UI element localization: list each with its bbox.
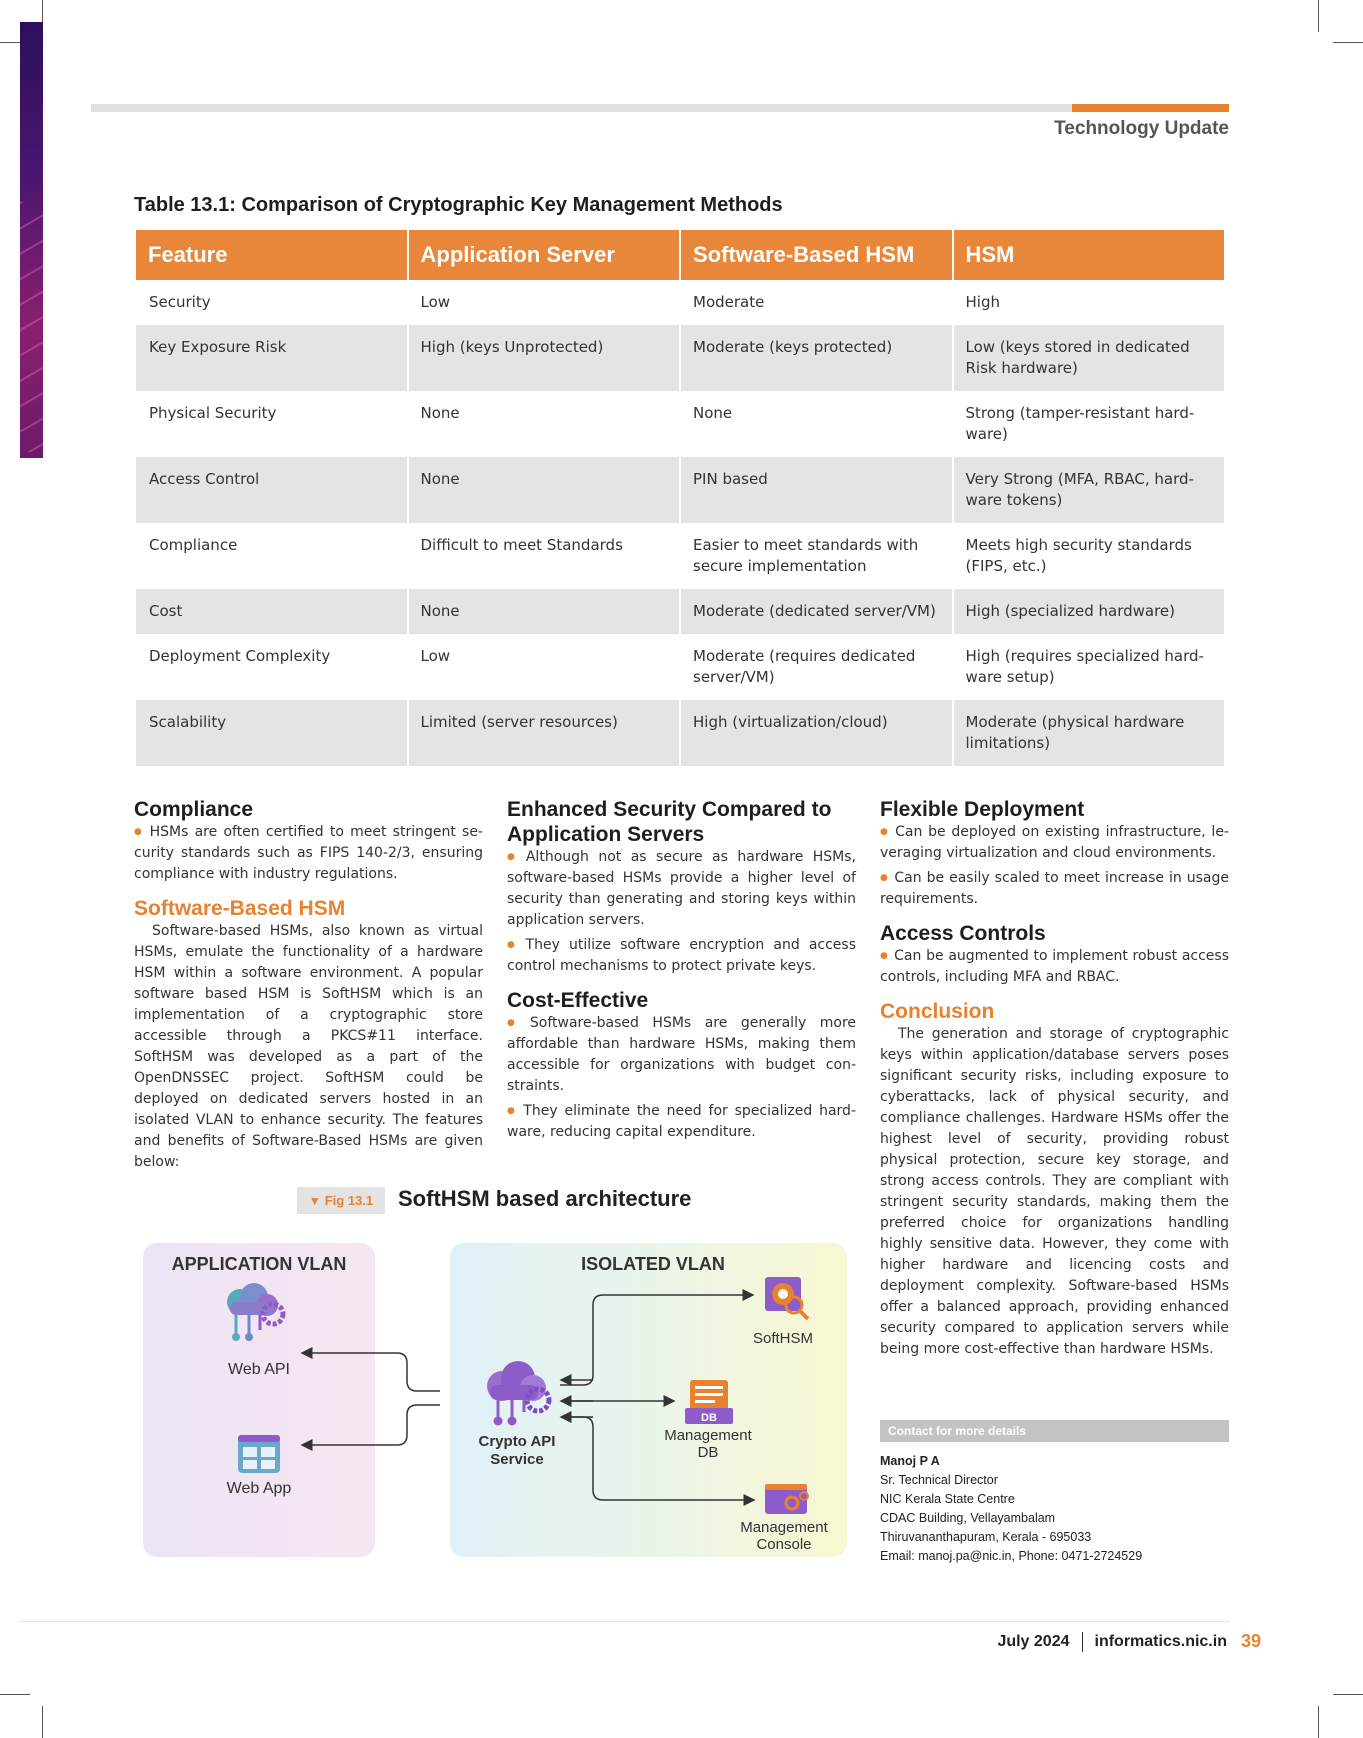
architecture-diagram [140,1240,852,1560]
web-app-label: Web App [226,1480,292,1497]
table-row [136,325,1224,391]
table-cell: Moderate [693,293,765,311]
contact-line: CDAC Building, Vellayambalam [880,1511,1056,1525]
column-left [134,797,483,1177]
table-cell: Moderate (dedicated server/VM) [681,589,952,634]
flexible-deployment-heading: Flexible Deployment [880,798,1085,821]
table-cell: Physical Security [149,404,277,422]
application-vlan-label: APPLICATION VLAN [171,1254,347,1274]
table-cell: Access Control [136,457,407,523]
footer [997,1631,1261,1652]
table-header-row [136,230,1224,280]
table-row [136,634,1224,700]
footer-separator [1082,1632,1083,1652]
table-cell: Low [420,647,451,665]
softhsm-label: SoftHSM [752,1330,814,1347]
comparison-table [134,230,1226,766]
crop-mark [42,1706,43,1738]
table-cell: High (requires specialized hard-ware setup) [965,647,1204,686]
table-row [136,523,1224,589]
table-cell: High [965,293,1000,311]
column-right [880,797,1229,1364]
compliance-heading: Compliance [134,798,254,821]
conclusion-paragraph: The generation and storage of cryptographic keys within application/database servers poses significant security risks, including exposure to cyberattacks, lack of physical security, and compliance challenges. Hardware HSMs offer the highest level of security, providing robust physical protection, secure key storage, and strong access controls. They are compliant with stringent security standards, making them the preferred choice for organizations handling highly sensitive data. However, they come with higher hardware and licencing costs and deployment complexity. Software-based HSMs offer a balanced approach, providing enhanced security compared to application servers while being more cost-effective than hardware HSMs. [880,1026,1229,1357]
table-row [136,280,1224,325]
connector-web-api-crypto [372,1377,408,1390]
table-cell: Scalability [136,700,407,766]
softhsm-paragraph: Software-based HSMs, also known as virtual HSMs, emulate the functionality of a hardware HSM within a software environment. A popular software based HSM is SoftHSM which is an implementation of a cryptographic store accessible through a PKCS#11 interface. SoftHSM was developed as a part of the OpenDNSSEC project. SoftHSM could be deployed on dedicated servers hosted in an isolated VLAN to enhance security. The features and benefits of Software-Based HSMs are given below: [134,923,483,1170]
management-db-label-line2: DB [697,1444,719,1461]
management-console-label-line2: Console [756,1536,812,1553]
contact-block [880,1452,1142,1566]
table-cell: High (specialized hardware) [954,589,1225,634]
isolated-vlan-label: ISOLATED VLAN [581,1254,725,1274]
access-bullet: ● Can be augmented to implement robust access controls, including MFA and RBAC. [880,946,1229,988]
table-cell: Cost [136,589,407,634]
column-header: Software-Based HSM [681,230,952,280]
table-cell: Deployment Complexity [149,647,331,665]
flex-bullet: ● Can be easily scaled to meet increase in usage requirements. [880,868,1229,910]
enhanced-security-heading: Enhanced Security Compared to Application Servers [507,798,832,846]
table-cell: Easier to meet standards with secure implementation [693,536,919,575]
table-cell: Low [420,293,451,311]
table-cell: None [409,457,680,523]
cost-bullet: ● They eliminate the need for specialized hard-ware, reducing capital expenditure. [507,1101,856,1143]
table-cell: Moderate (requires dedicated server/VM) [693,647,916,686]
contact-line: Sr. Technical Director [880,1473,998,1487]
column-header: Application Server [409,230,680,280]
access-controls-heading: Access Controls [880,922,1046,945]
table-row [136,391,1224,457]
table-cell: High (virtualization/cloud) [681,700,952,766]
crop-mark [1318,1706,1319,1738]
table-cell: Moderate (keys protected) [681,325,952,391]
figure-title: SoftHSM based architecture [398,1186,692,1211]
contact-line: Thiruvananthapuram, Kerala - 695033 [880,1530,1092,1544]
softhsm-heading: Software-Based HSM [134,897,346,920]
table-cell: None [420,404,460,422]
enhanced-bullet: ● They utilize software encryption and access control mechanisms to protect private keys. [507,935,856,977]
table-cell: Difficult to meet Standards [420,536,623,554]
compliance-bullet: ● HSMs are often certified to meet stringent se-curity standards such as FIPS 140-2/3, ensuring compliance with industry regulations. [134,822,483,885]
contact-line: Email: manoj.pa@nic.in, Phone: 0471-2724529 [880,1549,1143,1563]
figure-tag-label: Fig 13.1 [324,1193,374,1208]
web-app-icon [238,1435,280,1473]
contact-line: NIC Kerala State Centre [880,1492,1015,1506]
footer-rule [20,1621,1230,1622]
header-rule-accent [1072,104,1229,112]
cost-effective-heading: Cost-Effective [507,989,649,1012]
table-cell: Low (keys stored in dedicated Risk hardware) [954,325,1225,391]
table-cell: Moderate (physical hardware limitations) [954,700,1225,766]
cost-bullet: ● Software-based HSMs are generally more affordable than hardware HSMs, making them accessible for organizations with budget con-straints. [507,1013,856,1097]
table-cell: Limited (server resources) [409,700,680,766]
table-cell: Strong (tamper-resistant hard-ware) [965,404,1195,443]
table-cell: Meets high security standards (FIPS, etc.) [965,536,1192,575]
table-cell: Key Exposure Risk [136,325,407,391]
header-rule [91,104,1072,112]
crop-mark [0,1694,30,1695]
management-db-label-line1: Management [664,1427,752,1444]
figure-tag [297,1187,385,1214]
table-cell: High (keys Unprotected) [409,325,680,391]
table-cell: None [693,404,733,422]
db-badge-label: DB [701,1412,717,1424]
triangle-down-icon: ▼ [308,1194,321,1208]
section-label: Technology Update [1054,118,1229,139]
column-header: HSM [954,230,1225,280]
crop-mark [1318,0,1319,32]
management-console-label-line1: Management [740,1519,828,1536]
footer-site: informatics.nic.in [1094,1632,1227,1650]
contact-name: Manoj P A [880,1454,940,1468]
crop-mark [1333,1694,1363,1695]
table-cell: None [409,589,680,634]
footer-date: July 2024 [997,1632,1070,1650]
column-header: Feature [136,230,407,280]
enhanced-bullet: ● Although not as secure as hardware HSMs, software-based HSMs provide a higher level of security than generating and storing keys within application servers. [507,847,856,931]
table-caption: Table 13.1: Comparison of Cryptographic Key Management Methods [134,194,783,216]
table-row [136,700,1224,766]
contact-bar: Contact for more details [880,1420,1229,1442]
crop-mark [1333,42,1363,43]
flex-bullet: ● Can be deployed on existing infrastructure, le-veraging virtualization and cloud environments. [880,822,1229,864]
table-cell: PIN based [681,457,952,523]
crypto-api-label-line2: Service [490,1451,544,1468]
console-icon [765,1484,808,1514]
web-api-label: Web API [228,1361,290,1378]
page-number: 39 [1240,1631,1261,1651]
decorative-side-strip [20,22,43,458]
crypto-api-label-line1: Crypto API [478,1433,556,1450]
table-row [136,457,1224,523]
table-row [136,589,1224,634]
table-cell: Security [149,293,211,311]
table-cell: Very Strong (MFA, RBAC, hard-ware tokens) [954,457,1225,523]
column-middle [507,797,856,1147]
table-cell: Compliance [149,536,238,554]
conclusion-heading: Conclusion [880,1000,995,1023]
